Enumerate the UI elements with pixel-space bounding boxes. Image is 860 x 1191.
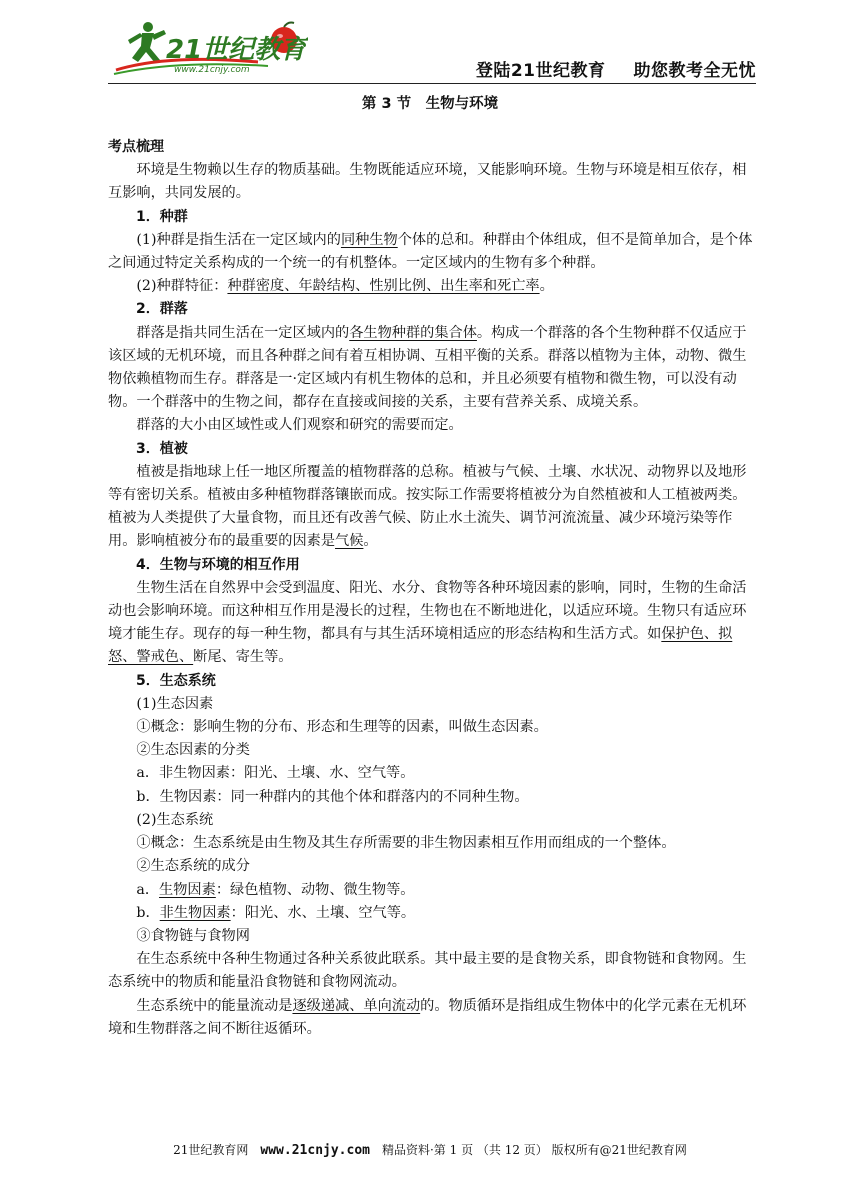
ecosystem-line: ③食物链与食物网 xyxy=(136,927,250,944)
ecosystem-component-biotic: a．生物因素：绿色植物、动物、微生物等。 xyxy=(136,881,415,898)
intro-paragraph: 环境是生物赖以生存的物质基础。生物既能适应环境，又能影响环境。生物与环境是相互依存，相互影响，共同发展的。 xyxy=(108,162,747,202)
section-heading: 考点梳理 xyxy=(108,139,164,155)
heading-interaction: 4．生物与环境的相互作用 xyxy=(136,556,300,573)
page-footer xyxy=(0,1141,860,1158)
heading-ecosystem: 5．生态系统 xyxy=(136,672,216,689)
food-web-paragraph: 在生态系统中各种生物通过各种关系彼此联系。其中最主要的是食物关系，即食物链和食物网。生态系统中的物质和能量沿食物链和食物网流动。 xyxy=(108,951,747,991)
ecosystem-line: (2)生态系统 xyxy=(136,811,214,828)
ecosystem-line: b．生物因素：同一种群内的其他个体和群落内的不同种生物。 xyxy=(136,788,529,805)
header-slogan xyxy=(476,56,756,81)
footer-page-info: 精品资料·第 1 页 （共 12 页） 版权所有@21世纪教育网 xyxy=(381,1143,687,1157)
footer-site: 21世纪教育网 xyxy=(173,1143,249,1157)
ecosystem-component-abiotic: b．非生物因素：阳光、水、土壤、空气等。 xyxy=(136,904,416,921)
ecosystem-line: a．非生物因素：阳光、土壤、水、空气等。 xyxy=(136,765,415,782)
ecosystem-line: ②生态因素的分类 xyxy=(136,742,250,759)
logo-url: www.21cnjy.com xyxy=(174,65,250,75)
heading-vegetation: 3．植被 xyxy=(136,440,188,457)
population-definition: (1)种群是指生活在一定区域内的同种生物个体的总和。种群由个体组成，但不是简单加合，是个体之间通过特定关系构成的一个统一的有机整体。一定区域内的生物有多个种群。 xyxy=(108,231,753,272)
heading-population: 1．种群 xyxy=(136,208,188,225)
ecosystem-line: ②生态系统的成分 xyxy=(136,858,250,875)
slogan-left: 登陆21世纪教育 xyxy=(475,61,606,81)
heading-community: 2．群落 xyxy=(136,301,188,318)
page-header xyxy=(108,18,756,82)
community-size: 群落的大小由区域性或人们观察和研究的需要而定。 xyxy=(136,417,463,434)
ecosystem-line: ①概念：生态系统是由生物及其生存所需要的非生物因素相互作用而组成的一个整体。 xyxy=(136,835,676,852)
ecosystem-line: ①概念：影响生物的分布、形态和生理等的因素，叫做生态因素。 xyxy=(136,719,548,736)
document-body xyxy=(108,136,756,1041)
interaction-paragraph: 生物生活在自然界中会受到温度、阳光、水分、食物等各种环境因素的影响，同时，生物的生命活动也会影响环境。而这种相互作用是漫长的过程，生物也在不断地进化，以适应环境。生物只有适应环境才能生存。现存的每一种生物，都具有与其生活环境相适应的形态结构和生活方式。如保护色、拟怒、警戒色、断尾、寄生等。 xyxy=(108,579,747,666)
header-divider xyxy=(108,83,756,84)
vegetation-definition: 植被是指地球上任一地区所覆盖的植物群落的总称。植被与气候、土壤、水状况、动物界以及地形等有密切关系。植被由多种植物群落镶嵌而成。按实际工作需要将植被分为自然植被和人工植被两类。植被为人类提供了大量食物，而且还有改善气候、防止水土流失、调节河流流量、减少环境污染等作用。影响植被分布的最重要的因素是气候。 xyxy=(108,463,747,550)
slogan-right: 助您教考全无忧 xyxy=(633,61,756,81)
community-definition: 群落是指共同生活在一定区域内的各生物种群的集合体。构成一个群落的各个生物种群不仅适应于该区域的无机环境，而且各种群之间有着互相协调、互相平衡的关系。群落以植物为主体，动物、微生物依赖植物而生存。群落是一·定区域内有机生物体的总和，并且必须要有植物和微生物，可以没有动物。一个群落中的生物之间，都存在直接或间接的关系，主要有营养关系、成境关系。 xyxy=(108,324,747,411)
population-features: (2)种群特征：种群密度、年龄结构、性别比例、出生率和死亡率。 xyxy=(136,278,554,295)
logo-text: 21世纪教育 xyxy=(166,35,307,65)
footer-url[interactable]: www.21cnjy.com xyxy=(260,1143,370,1158)
page-title: 第 3 节 生物与环境 xyxy=(361,96,499,112)
energy-flow-paragraph: 生态系统中的能量流动是逐级递减、单向流动的。物质循环是指组成生物体中的化学元素在无机环境和生物群落之间不断往返循环。 xyxy=(108,997,747,1037)
ecosystem-line: (1)生态因素 xyxy=(136,695,214,712)
site-logo xyxy=(108,18,308,80)
